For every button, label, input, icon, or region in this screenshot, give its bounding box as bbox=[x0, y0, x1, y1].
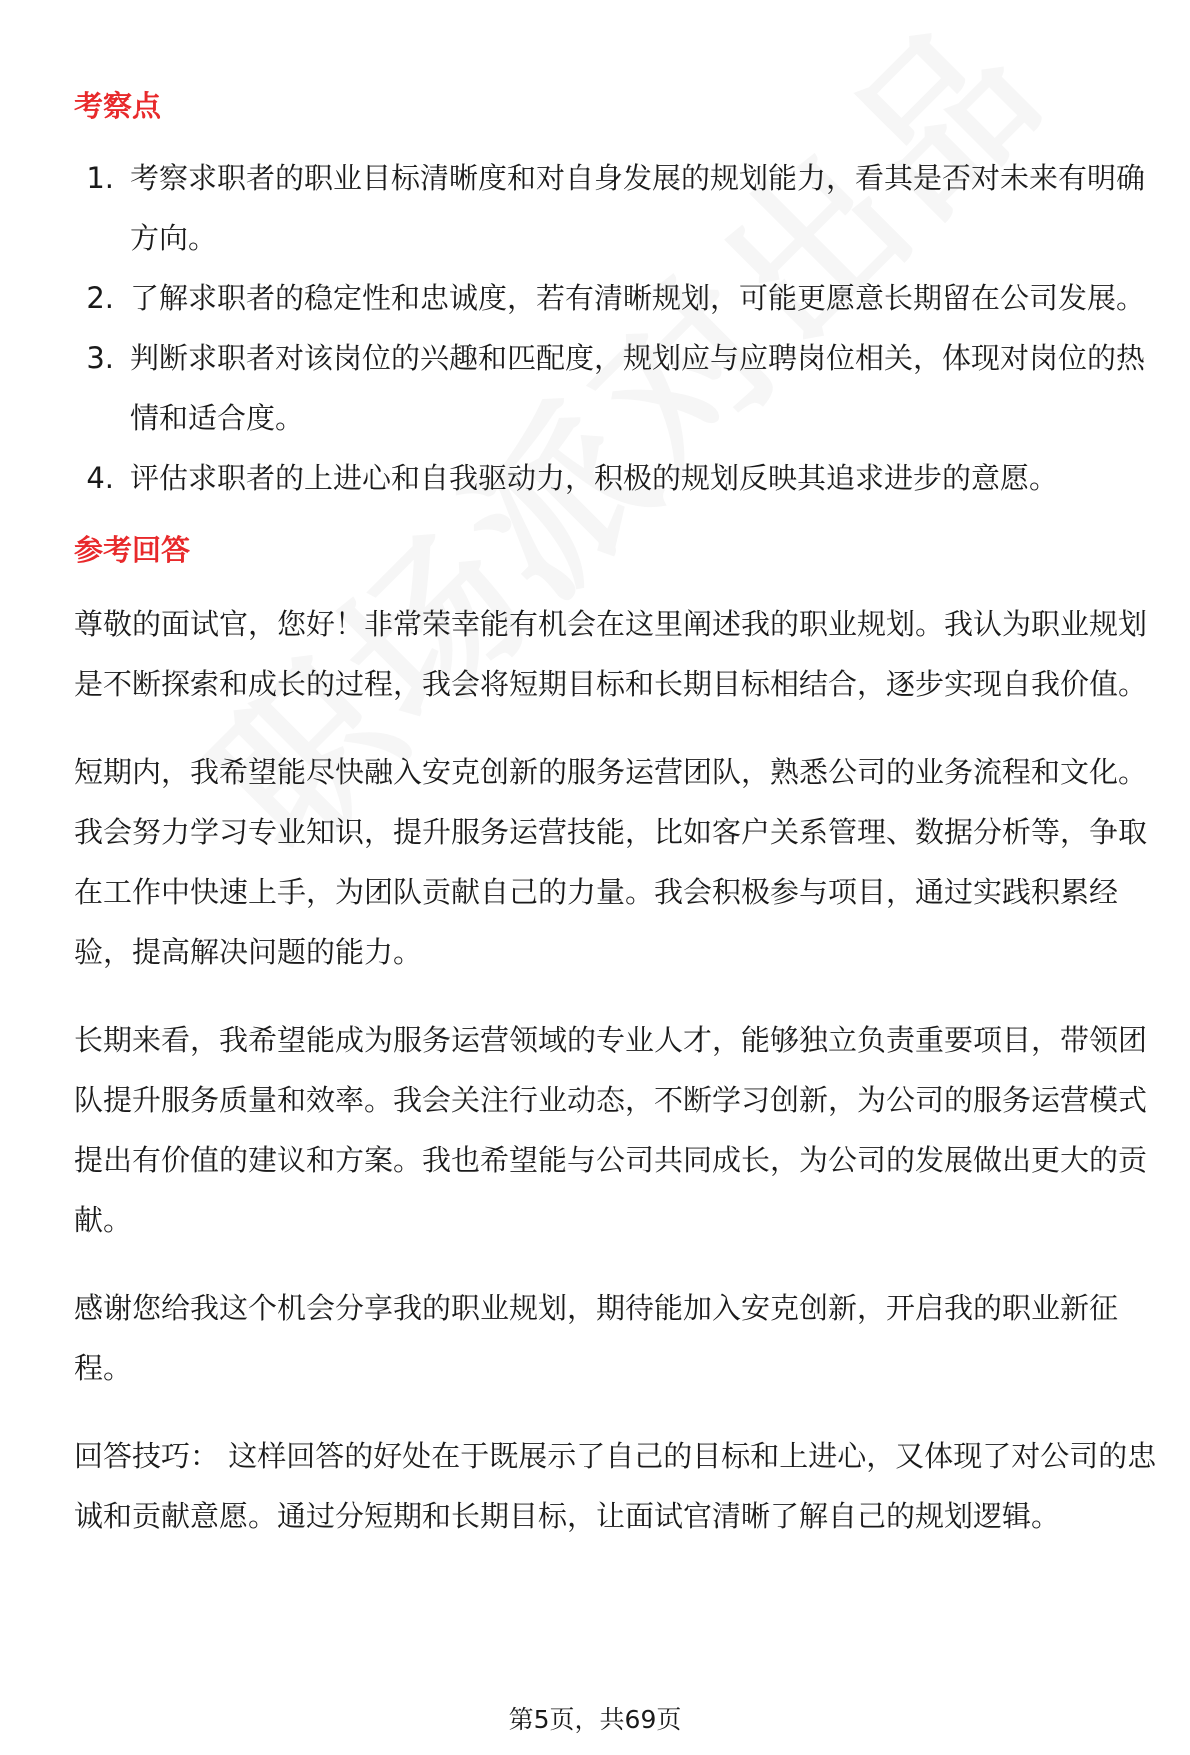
exam-points-list bbox=[74, 148, 1170, 508]
list-item bbox=[74, 328, 1170, 448]
answer-paragraph: 尊敬的面试官，您好！非常荣幸能有机会在这里阐述我的职业规划。我认为职业规划是不断探索和成长的过程，我会将短期目标和长期目标相结合，逐步实现自我价值。 bbox=[74, 607, 1148, 701]
answer-paragraph: 长期来看，我希望能成为服务运营领域的专业人才，能够独立负责重要项目，带领团队提升服务质量和效率。我会关注行业动态，不断学习创新，为公司的服务运营模式提出有价值的建议和方案。我也希望能与公司共同成长，为公司的发展做出更大的贡献。 bbox=[74, 1023, 1148, 1237]
exam-points-heading: 考察点 bbox=[74, 89, 162, 123]
document-body bbox=[74, 76, 1170, 1574]
list-item-text: 判断求职者对该岗位的兴趣和匹配度，规划应与应聘岗位相关，体现对岗位的热情和适合度。 bbox=[130, 341, 1146, 435]
list-item-text: 了解求职者的稳定性和忠诚度，若有清晰规划，可能更愿意长期留在公司发展。 bbox=[130, 281, 1146, 315]
answer-tip-paragraph: 回答技巧： 这样回答的好处在于既展示了自己的目标和上进心，又体现了对公司的忠诚和贡献意愿。通过分短期和长期目标，让面试官清晰了解自己的规划逻辑。 bbox=[74, 1439, 1157, 1533]
list-item bbox=[74, 148, 1170, 268]
list-item-number: 4. bbox=[86, 461, 114, 495]
list-item-number: 3. bbox=[86, 341, 114, 375]
page-number: 第5页，共69页 bbox=[508, 1705, 682, 1734]
answer-paragraph: 感谢您给我这个机会分享我的职业规划，期待能加入安克创新，开启我的职业新征程。 bbox=[74, 1291, 1119, 1385]
list-item-number: 1. bbox=[86, 161, 114, 195]
answer-paragraph: 短期内，我希望能尽快融入安克创新的服务运营团队，熟悉公司的业务流程和文化。我会努力学习专业知识，提升服务运营技能，比如客户关系管理、数据分析等，争取在工作中快速上手，为团队贡献自己的力量。我会积极参与项目，通过实践积累经验，提高解决问题的能力。 bbox=[74, 755, 1148, 969]
list-item bbox=[74, 448, 1170, 508]
list-item bbox=[74, 268, 1170, 328]
list-item-number: 2. bbox=[86, 281, 114, 315]
list-item-text: 评估求职者的上进心和自我驱动力，积极的规划反映其追求进步的意愿。 bbox=[130, 461, 1059, 495]
list-item-text: 考察求职者的职业目标清晰度和对自身发展的规划能力，看其是否对未来有明确方向。 bbox=[130, 161, 1146, 255]
reference-answer-heading: 参考回答 bbox=[74, 533, 191, 567]
